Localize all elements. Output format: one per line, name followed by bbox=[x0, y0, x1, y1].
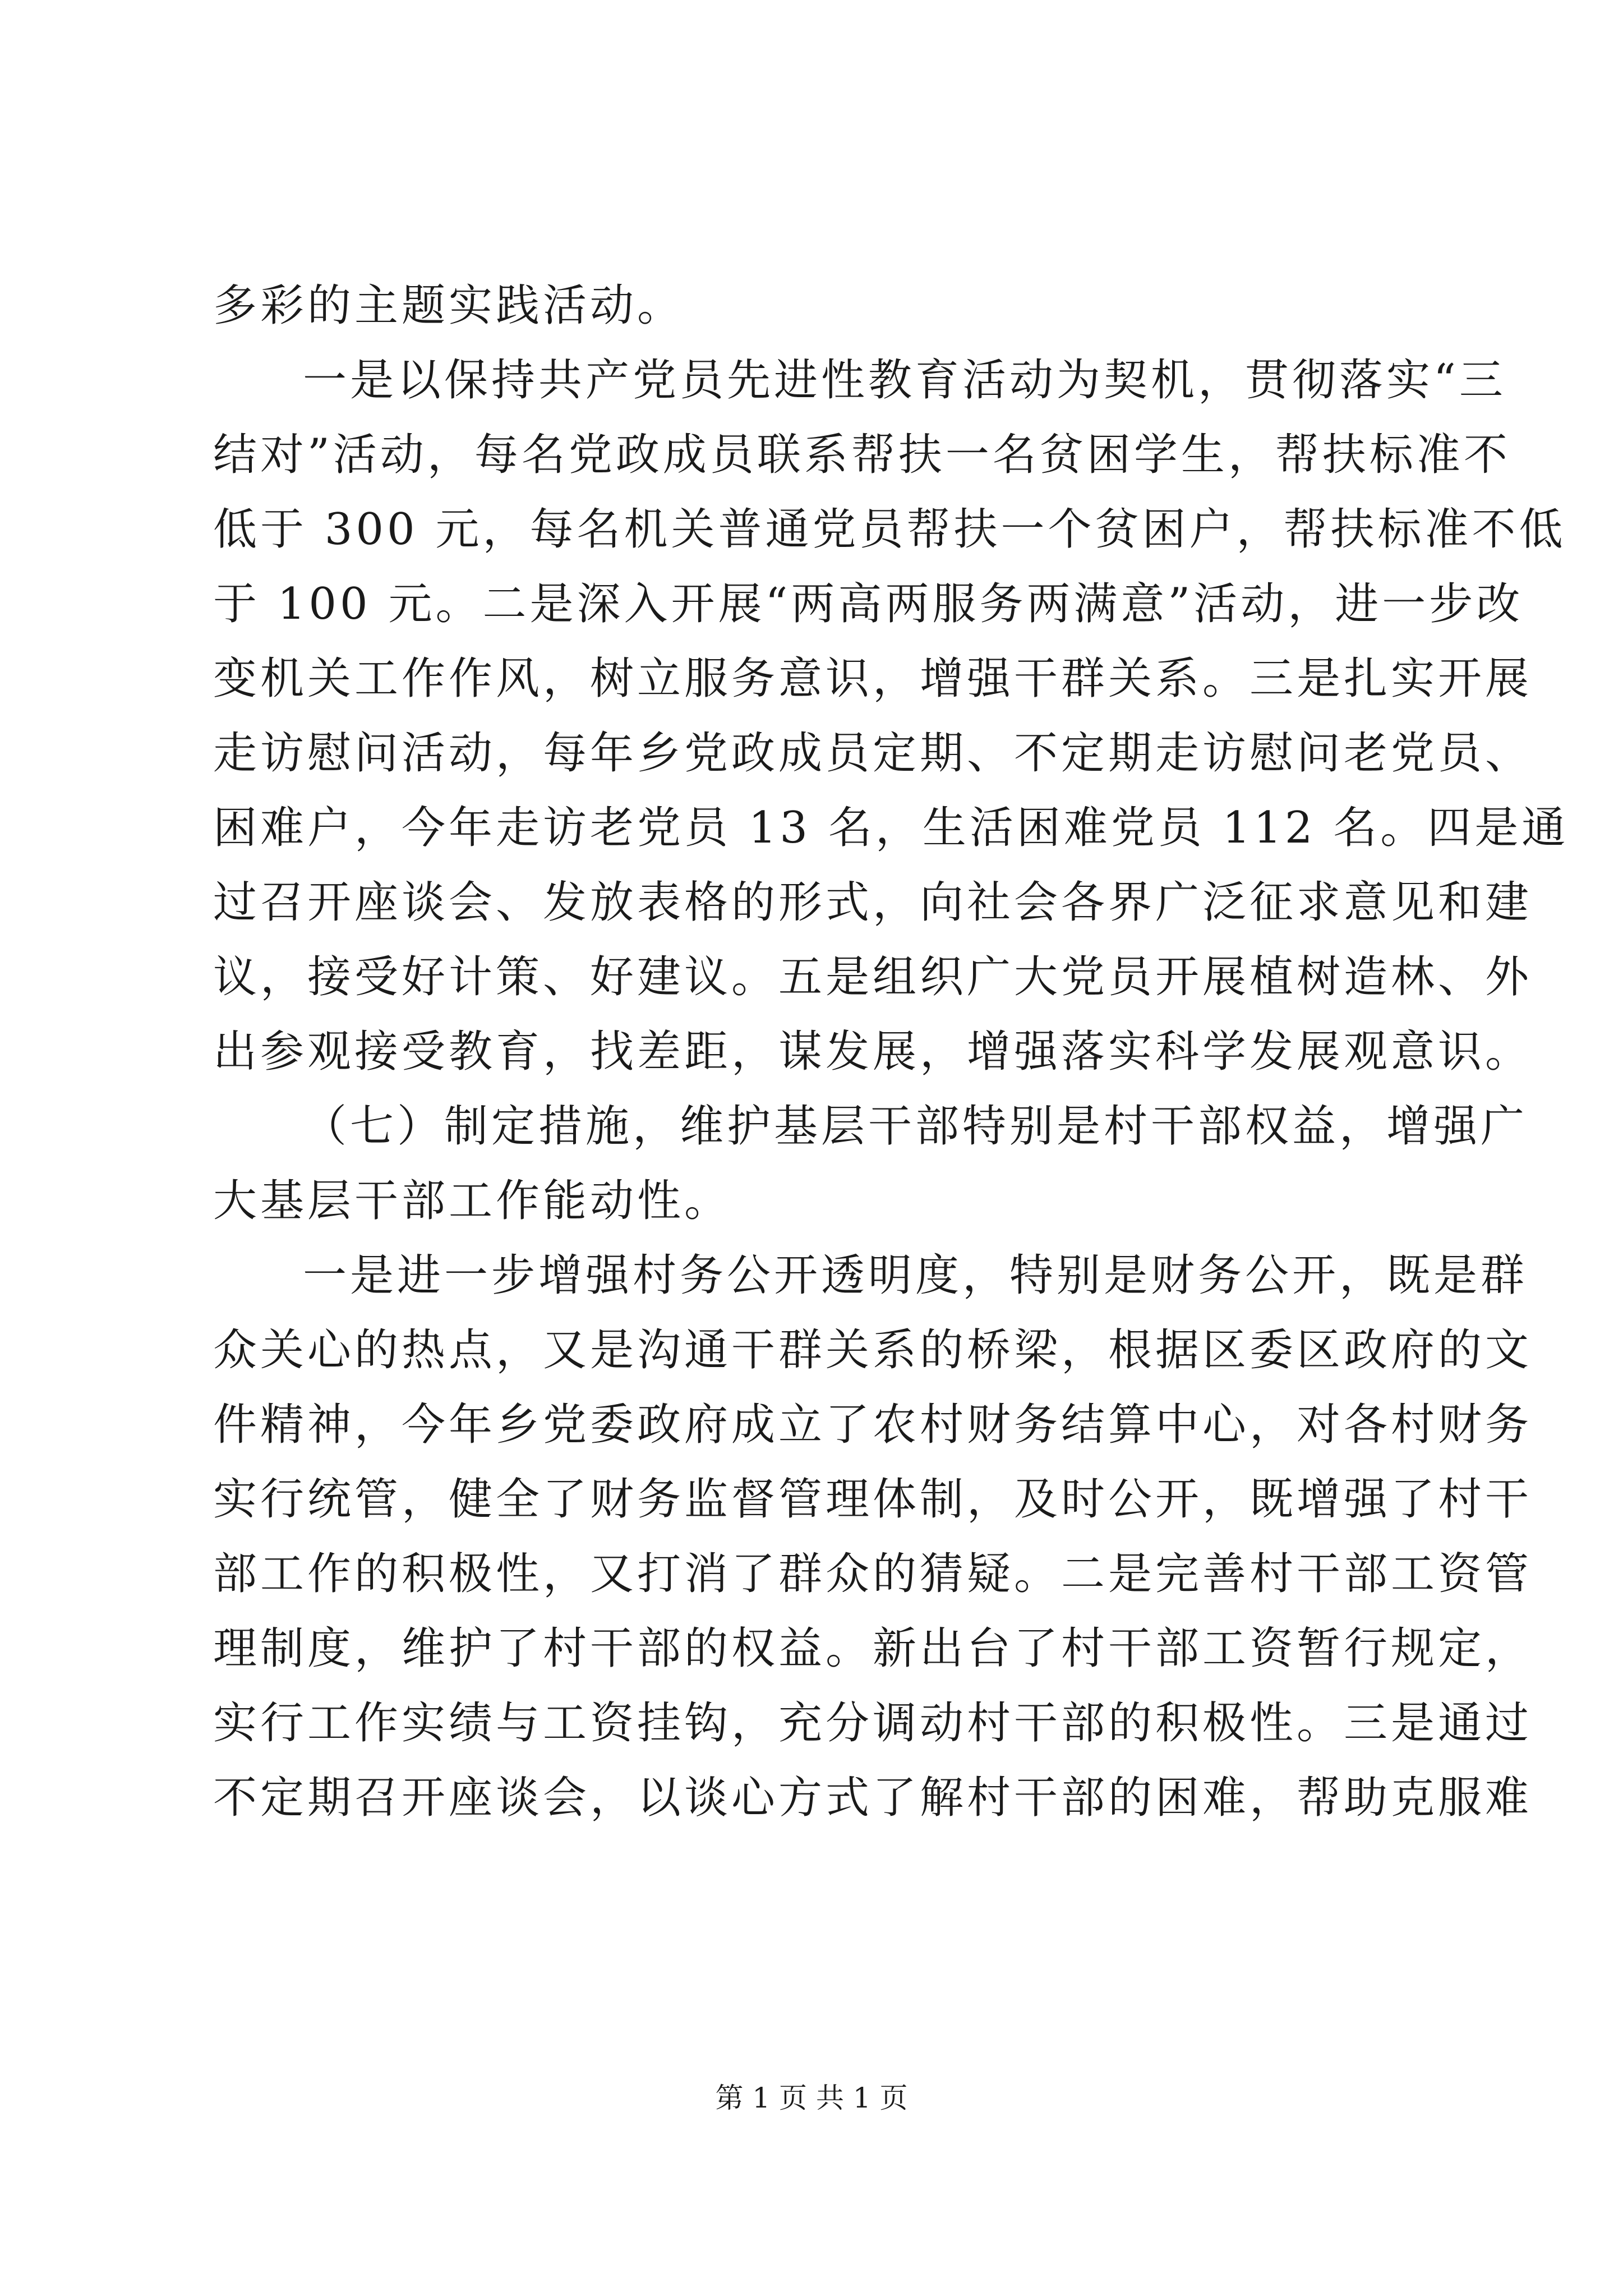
text-line: 多彩的主题实践活动。 bbox=[213, 280, 685, 331]
text-line: 一是进一步增强村务公开透明度，特别是财务公开，既是群 bbox=[303, 1250, 1528, 1301]
text-line: 一是以保持共产党员先进性教育活动为契机，贯彻落实“三 bbox=[303, 355, 1506, 406]
text-line: 理制度，维护了村干部的权益。新出台了村干部工资暂行规定， bbox=[213, 1623, 1533, 1674]
page-footer: 第 1 页 共 1 页 bbox=[715, 2082, 908, 2114]
text-line: 结对”活动，每名党政成员联系帮扶一名贫困学生，帮扶标准不 bbox=[213, 430, 1511, 480]
text-line: 议，接受好计策、好建议。五是组织广大党员开展植树造林、外 bbox=[213, 952, 1533, 1002]
text-line: 过召开座谈会、发放表格的形式，向社会各界广泛征求意见和建 bbox=[213, 877, 1533, 928]
text-line: 件精神，今年乡党委政府成立了农村财务结算中心，对各村财务 bbox=[213, 1400, 1533, 1450]
text-line: 实行统管，健全了财务监督管理体制，及时公开，既增强了村干 bbox=[213, 1474, 1533, 1525]
text-line: 出参观接受教育，找差距，谋发展，增强落实科学发展观意识。 bbox=[213, 1027, 1533, 1077]
text-line: 不定期召开座谈会，以谈心方式了解村干部的困难，帮助克服难 bbox=[213, 1773, 1533, 1823]
text-line: 部工作的积极性，又打消了群众的猜疑。二是完善村干部工资管 bbox=[213, 1549, 1533, 1599]
text-line: 实行工作实绩与工资挂钩，充分调动村干部的积极性。三是通过 bbox=[213, 1698, 1533, 1749]
text-line: 困难户，今年走访老党员 13 名，生活困难党员 112 名。四是通 bbox=[213, 803, 1569, 853]
section-heading-line: 大基层干部工作能动性。 bbox=[213, 1176, 732, 1226]
text-line: 变机关工作作风，树立服务意识，增强干群关系。三是扎实开展 bbox=[213, 654, 1533, 704]
text-line: 走访慰问活动，每年乡党政成员定期、不定期走访慰问老党员、 bbox=[213, 728, 1533, 779]
text-line: 于 100 元。二是深入开展“两高两服务两满意”活动，进一步改 bbox=[213, 579, 1524, 629]
text-line: 低于 300 元，每名机关普通党员帮扶一个贫困户，帮扶标准不低 bbox=[213, 504, 1566, 555]
text-line: 众关心的热点，又是沟通干群关系的桥梁，根据区委区政府的文 bbox=[213, 1325, 1533, 1375]
section-heading-line: （七）制定措施，维护基层干部特别是村干部权益，增强广 bbox=[303, 1101, 1528, 1152]
